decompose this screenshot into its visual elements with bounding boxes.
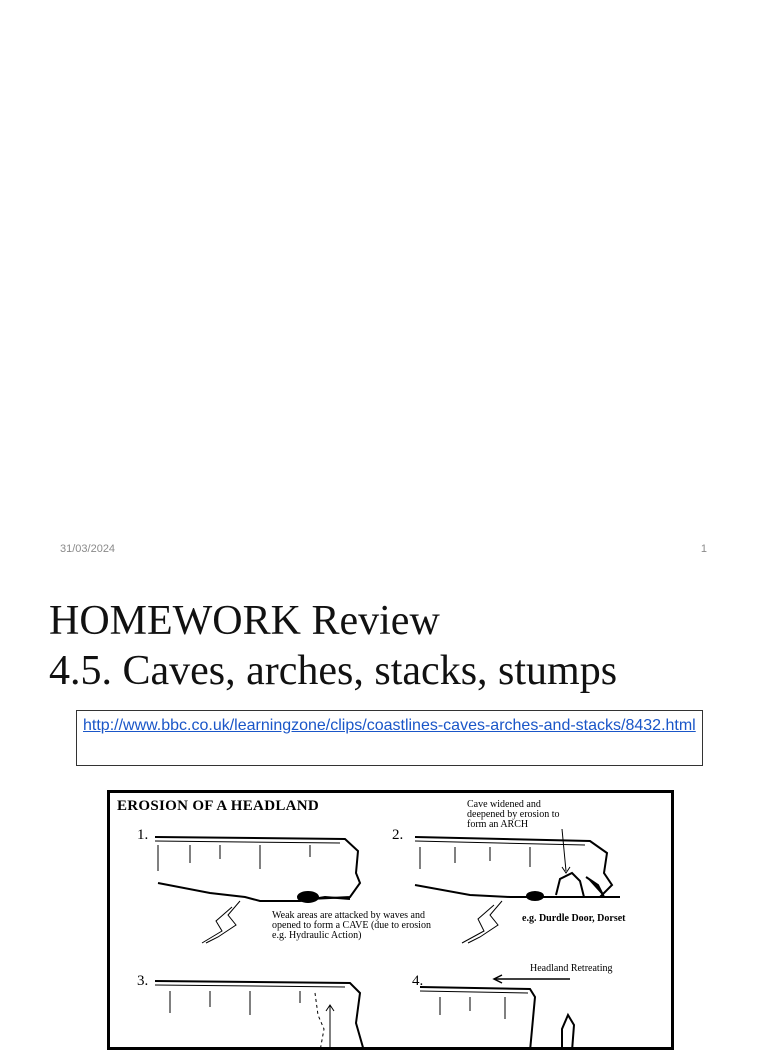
step-1-number: 1. [137, 827, 149, 843]
arch-2 [556, 873, 584, 897]
arch-label-arrow [562, 829, 566, 871]
shore-2 [415, 885, 620, 897]
slide-date: 31/03/2024 [60, 543, 116, 555]
title-line-1: HOMEWORK Review [49, 598, 440, 644]
retreat-label: Headland Retreating [530, 963, 613, 974]
headland-erosion-diagram [107, 790, 674, 1050]
cave-1 [298, 892, 318, 902]
cave-label: Weak areas are attacked by waves and opened to form a CAVE (due to erosion e.g. Hydraulic Action) [272, 910, 431, 941]
cliff-4 [420, 987, 535, 1050]
cliff-3 [155, 981, 364, 1050]
slide-page-number: 1 [700, 543, 707, 555]
shore-1 [158, 883, 350, 901]
cliff-1 [155, 837, 360, 899]
example-label: e.g. Durdle Door, Dorset [522, 913, 626, 924]
stack-4 [562, 1015, 574, 1050]
step-2-number: 2. [392, 827, 404, 843]
arch-label: Cave widened and deepened by erosion to form an ARCH [467, 799, 560, 830]
link-box [76, 710, 703, 766]
bbc-clip-link[interactable]: http://www.bbc.co.uk/learningzone/clips/coastlines-caves-arches-and-stacks/8432.html [83, 717, 696, 734]
step-4-number: 4. [412, 973, 424, 989]
step-3-number: 3. [137, 973, 149, 989]
slide-title [49, 596, 617, 696]
title-line-2: 4.5. Caves, arches, stacks, stumps [49, 648, 618, 694]
diagram-title: EROSION OF A HEADLAND [117, 798, 320, 814]
